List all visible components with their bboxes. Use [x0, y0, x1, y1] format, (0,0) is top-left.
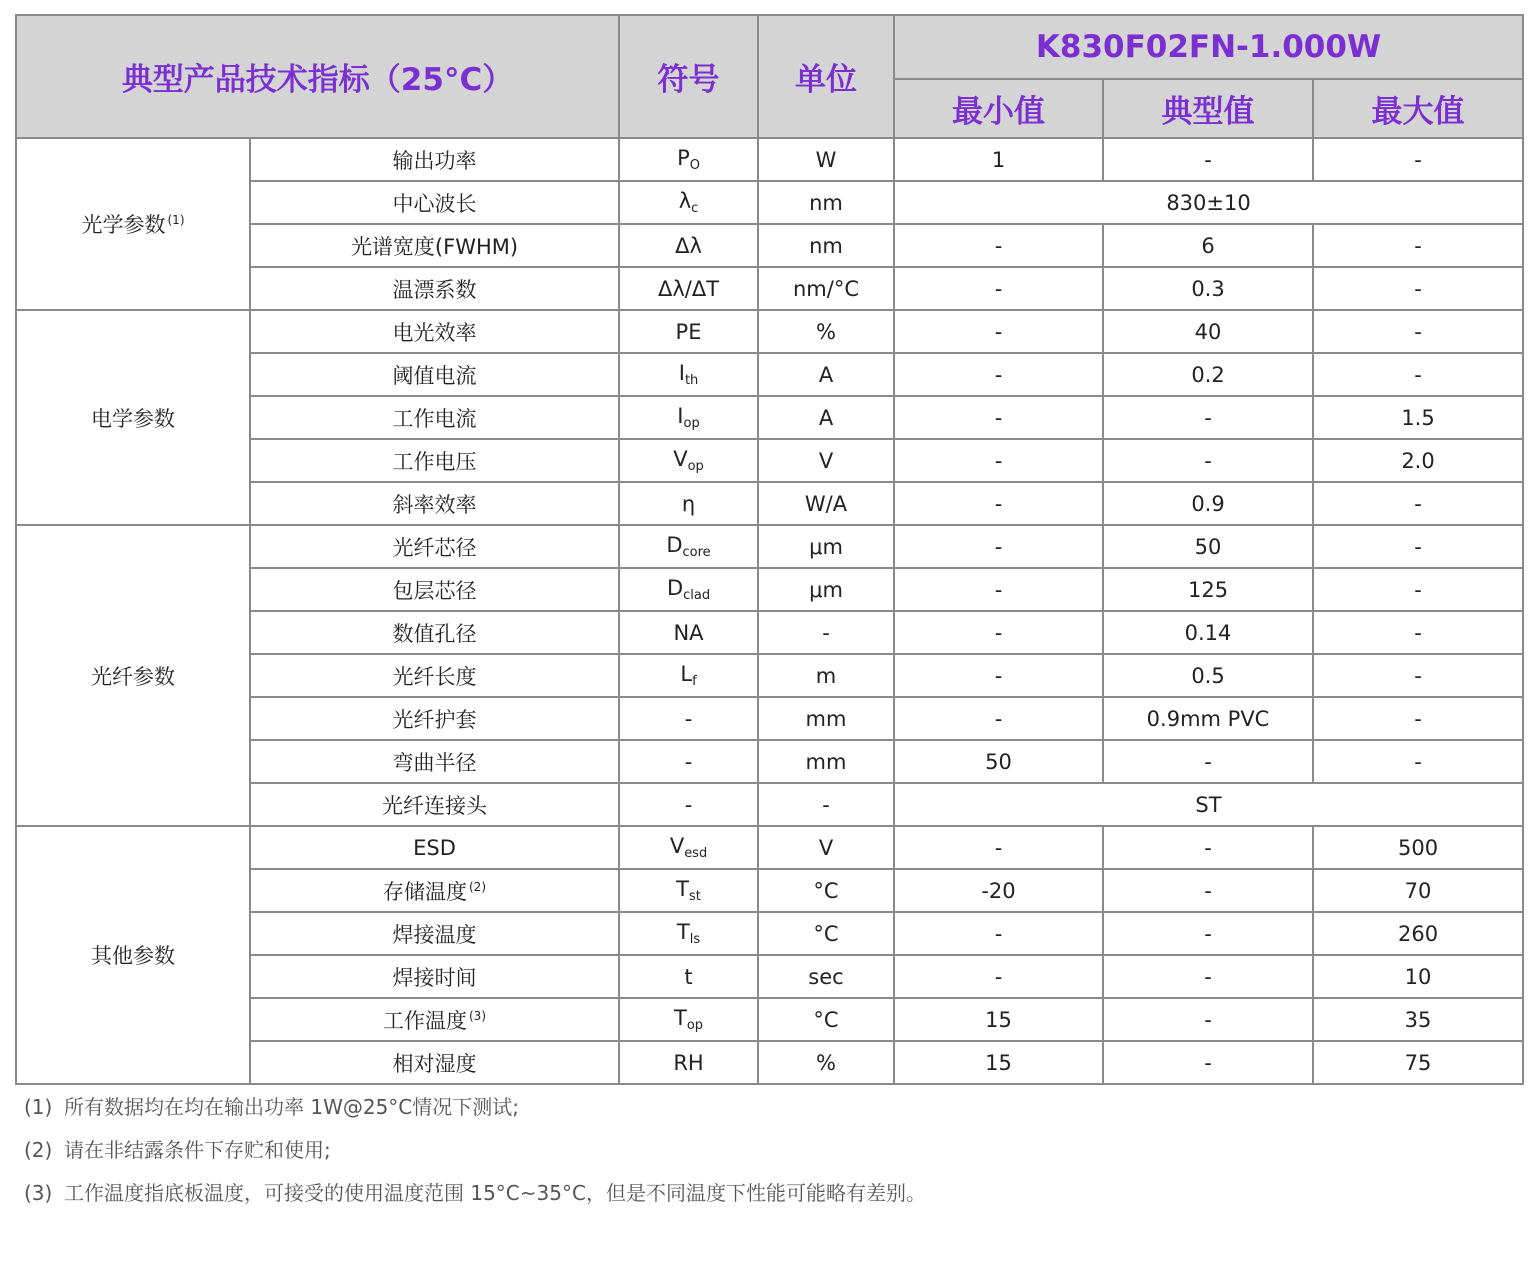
param-name: ESD	[250, 826, 619, 869]
symbol-header: 符号	[619, 15, 758, 138]
footnotes	[24, 1086, 926, 1215]
min-value-cell: -	[894, 310, 1103, 353]
symbol-cell: $L_f$	[619, 654, 758, 697]
param-name: 光纤连接头	[250, 783, 619, 826]
spec-table	[15, 14, 1524, 1085]
param-name: 斜率效率	[250, 482, 619, 525]
max-value-cell: 2.0	[1313, 439, 1523, 482]
min-value-cell: -	[894, 224, 1103, 267]
max-value-cell: 75	[1313, 1041, 1523, 1084]
symbol-cell: $D_{core}$	[619, 525, 758, 568]
unit-cell: -	[758, 611, 894, 654]
typ-value-cell: 6	[1103, 224, 1313, 267]
max-value-cell: -	[1313, 697, 1523, 740]
typ-value-cell: 0.2	[1103, 353, 1313, 396]
symbol-cell: $\lambda_c$	[619, 181, 758, 224]
typ-value-cell: 50	[1103, 525, 1313, 568]
unit-cell: nm	[758, 181, 894, 224]
typ-value-cell: 0.5	[1103, 654, 1313, 697]
typ-value-cell: -	[1103, 998, 1313, 1041]
min-value-cell: -	[894, 396, 1103, 439]
typ-value-cell: 40	[1103, 310, 1313, 353]
param-name: 工作电流	[250, 396, 619, 439]
min-value-cell: -	[894, 267, 1103, 310]
footnote-ref: (1)	[167, 213, 185, 227]
table-row	[16, 310, 1523, 353]
param-title-header: 典型产品技术指标（25°C）	[16, 15, 619, 138]
min-value-cell: -	[894, 955, 1103, 998]
param-name: 中心波长	[250, 181, 619, 224]
max-value-cell: 70	[1313, 869, 1523, 912]
symbol-cell: $I_{op}$	[619, 396, 758, 439]
unit-cell: μm	[758, 568, 894, 611]
symbol-cell: $P_O$	[619, 138, 758, 181]
table-row	[16, 525, 1523, 568]
unit-cell: -	[758, 783, 894, 826]
typ-header: 典型值	[1103, 79, 1313, 138]
min-value-cell: -	[894, 568, 1103, 611]
typ-value-cell: -	[1103, 396, 1313, 439]
typ-value-cell: 0.14	[1103, 611, 1313, 654]
max-value-cell: -	[1313, 654, 1523, 697]
typ-value-cell: -	[1103, 826, 1313, 869]
max-value-cell: 10	[1313, 955, 1523, 998]
min-value-cell: -	[894, 482, 1103, 525]
param-name: 温漂系数	[250, 267, 619, 310]
group-label-electrical: 电学参数	[16, 310, 250, 525]
param-name: 电光效率	[250, 310, 619, 353]
footnote-3: (3) 工作温度指底板温度，可接受的使用温度范围 15°C~35°C，但是不同温度下性能可能略有差别。	[24, 1181, 926, 1205]
param-name: 数值孔径	[250, 611, 619, 654]
value-span-cell: 830±10	[894, 181, 1523, 224]
footnote-1: (1) 所有数据均在均在输出功率 1W@25°C情况下测试;	[24, 1095, 520, 1119]
symbol-cell: PE	[619, 310, 758, 353]
group-label-other: 其他参数	[16, 826, 250, 1084]
value-span-cell: ST	[894, 783, 1523, 826]
symbol-cell: η	[619, 482, 758, 525]
param-name: 光纤护套	[250, 697, 619, 740]
typ-value-cell: -	[1103, 740, 1313, 783]
min-value-cell: 15	[894, 1041, 1103, 1084]
unit-cell: A	[758, 353, 894, 396]
max-value-cell: -	[1313, 353, 1523, 396]
max-value-cell: -	[1313, 224, 1523, 267]
param-name: 工作电压	[250, 439, 619, 482]
param-name: 相对湿度	[250, 1041, 619, 1084]
param-name: 包层芯径	[250, 568, 619, 611]
symbol-cell: t	[619, 955, 758, 998]
param-name: 光纤长度	[250, 654, 619, 697]
symbol-cell: NA	[619, 611, 758, 654]
max-value-cell: -	[1313, 611, 1523, 654]
unit-cell: A	[758, 396, 894, 439]
symbol-cell: $T_{ls}$	[619, 912, 758, 955]
symbol-cell: -	[619, 740, 758, 783]
min-value-cell: -	[894, 353, 1103, 396]
max-value-cell: -	[1313, 310, 1523, 353]
param-name: 光谱宽度(FWHM)	[250, 224, 619, 267]
unit-cell: μm	[758, 525, 894, 568]
max-value-cell: 1.5	[1313, 396, 1523, 439]
min-value-cell: 1	[894, 138, 1103, 181]
max-value-cell: 35	[1313, 998, 1523, 1041]
min-value-cell: -	[894, 611, 1103, 654]
param-name: 输出功率	[250, 138, 619, 181]
group-label-optical: 光学参数 $^{(1)}$	[16, 138, 250, 310]
max-value-cell: 260	[1313, 912, 1523, 955]
min-value-cell: 50	[894, 740, 1103, 783]
table-row	[16, 826, 1523, 869]
param-name: 弯曲半径	[250, 740, 619, 783]
unit-cell: °C	[758, 912, 894, 955]
unit-cell: mm	[758, 697, 894, 740]
unit-cell: W	[758, 138, 894, 181]
max-value-cell: -	[1313, 267, 1523, 310]
unit-cell: m	[758, 654, 894, 697]
typ-value-cell: -	[1103, 955, 1313, 998]
typ-value-cell: 0.9	[1103, 482, 1313, 525]
typ-value-cell: -	[1103, 138, 1313, 181]
unit-cell: nm/°C	[758, 267, 894, 310]
model-header: K830F02FN-1.000W	[894, 15, 1523, 79]
unit-cell: nm	[758, 224, 894, 267]
max-value-cell: 500	[1313, 826, 1523, 869]
symbol-cell: $T_{st}$	[619, 869, 758, 912]
param-name: 阈值电流	[250, 353, 619, 396]
unit-cell: sec	[758, 955, 894, 998]
param-name: 工作温度 $^{(3)}$	[250, 998, 619, 1041]
unit-cell: mm	[758, 740, 894, 783]
unit-cell: W/A	[758, 482, 894, 525]
footnote-ref: (3)	[469, 1008, 486, 1023]
typ-value-cell: -	[1103, 912, 1313, 955]
symbol-cell: $I_{th}$	[619, 353, 758, 396]
param-name: 光纤芯径	[250, 525, 619, 568]
min-value-cell: -	[894, 654, 1103, 697]
max-value-cell: -	[1313, 138, 1523, 181]
symbol-cell: RH	[619, 1041, 758, 1084]
max-value-cell: -	[1313, 482, 1523, 525]
group-label-fiber: 光纤参数	[16, 525, 250, 826]
symbol-cell: $T_{op}$	[619, 998, 758, 1041]
symbol-cell: $D_{clad}$	[619, 568, 758, 611]
unit-cell: %	[758, 310, 894, 353]
spec-table-body	[16, 138, 1523, 1084]
min-value-cell: 15	[894, 998, 1103, 1041]
typ-value-cell: 125	[1103, 568, 1313, 611]
param-name: 存储温度 $^{(2)}$	[250, 869, 619, 912]
min-value-cell: -	[894, 912, 1103, 955]
footnote-ref: (2)	[469, 879, 486, 894]
max-value-cell: -	[1313, 740, 1523, 783]
table-row	[16, 138, 1523, 181]
unit-cell: °C	[758, 998, 894, 1041]
min-value-cell: -	[894, 439, 1103, 482]
min-value-cell: -	[894, 525, 1103, 568]
min-value-cell: -	[894, 697, 1103, 740]
symbol-cell: $V_{op}$	[619, 439, 758, 482]
max-value-cell: -	[1313, 568, 1523, 611]
typ-value-cell: -	[1103, 869, 1313, 912]
unit-header: 单位	[758, 15, 894, 138]
min-value-cell: -	[894, 826, 1103, 869]
symbol-cell: $V_{esd}$	[619, 826, 758, 869]
param-name: 焊接时间	[250, 955, 619, 998]
param-name: 焊接温度	[250, 912, 619, 955]
typ-value-cell: 0.3	[1103, 267, 1313, 310]
symbol-cell: -	[619, 697, 758, 740]
max-value-cell: -	[1313, 525, 1523, 568]
typ-value-cell: 0.9mm PVC	[1103, 697, 1313, 740]
min-header: 最小值	[894, 79, 1103, 138]
unit-cell: V	[758, 439, 894, 482]
footnote-2: (2) 请在非结露条件下存贮和使用;	[24, 1138, 331, 1162]
symbol-cell: Δλ/ΔT	[619, 267, 758, 310]
typ-value-cell: -	[1103, 1041, 1313, 1084]
unit-cell: %	[758, 1041, 894, 1084]
typ-value-cell: -	[1103, 439, 1313, 482]
symbol-cell: -	[619, 783, 758, 826]
unit-cell: V	[758, 826, 894, 869]
min-value-cell: -20	[894, 869, 1103, 912]
symbol-cell: Δλ	[619, 224, 758, 267]
unit-cell: °C	[758, 869, 894, 912]
max-header: 最大值	[1313, 79, 1523, 138]
